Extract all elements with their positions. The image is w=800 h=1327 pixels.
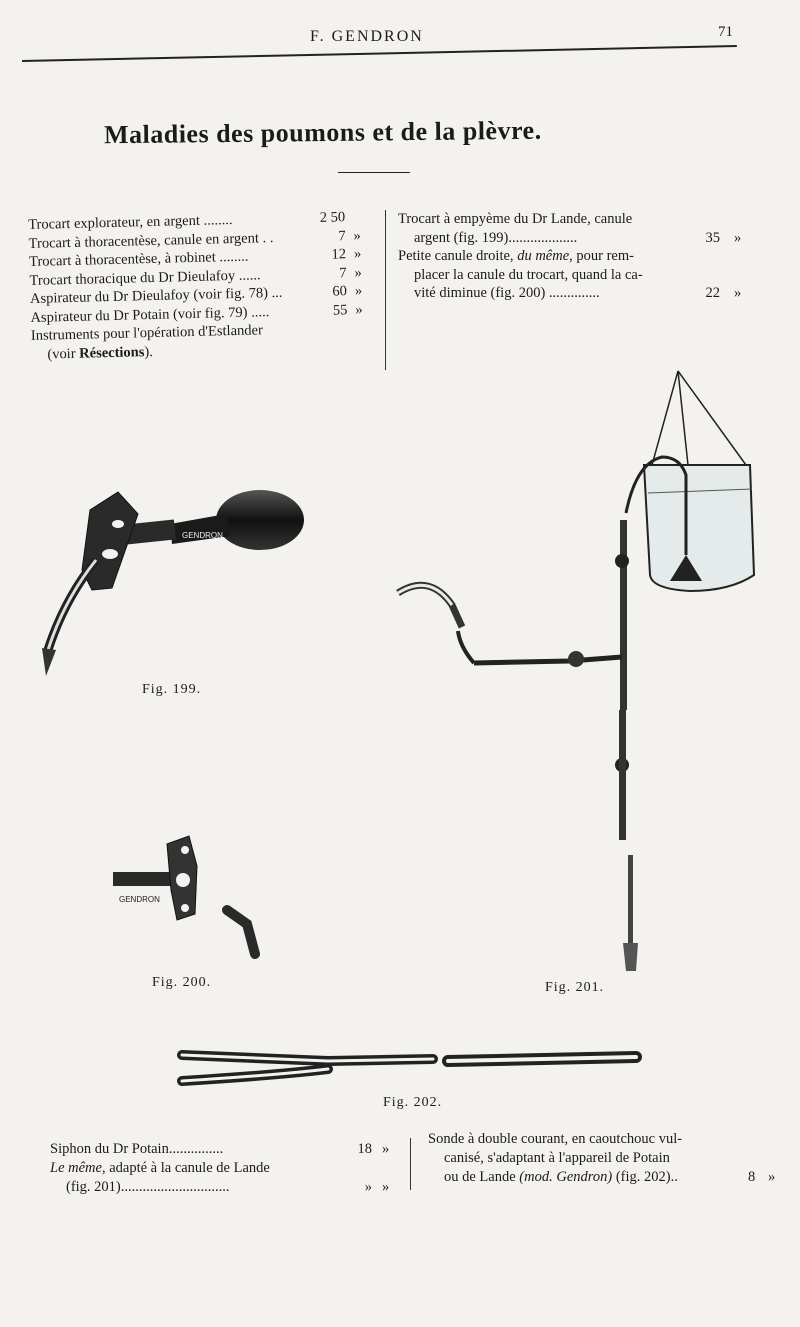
item-unit: » xyxy=(734,229,742,246)
item-name: Trocart thoracique du Dr Dieulafoy xyxy=(29,267,236,289)
item-price: 18 xyxy=(357,1141,372,1157)
fig-202-label: Fig. 202. xyxy=(383,1095,443,1110)
resections-ref: Résections xyxy=(78,343,145,362)
item-unit: » xyxy=(354,264,362,281)
fig-199-trocart-illustration xyxy=(30,480,320,680)
item-unit: » xyxy=(768,1169,776,1185)
estlander-note: Instruments pour l'opération d'Estlander xyxy=(30,322,263,344)
price-row: Petite canule droite, du même, pour rem- xyxy=(398,248,634,264)
page-number: 71 xyxy=(718,24,733,40)
price-row-cont: argent (fig. 199)................... 35 » xyxy=(414,229,742,246)
section-title: Maladies des poumons et de la plèvre. xyxy=(103,115,542,150)
fig-202-sonde-illustration xyxy=(178,1045,648,1095)
column-divider xyxy=(410,1138,411,1190)
estlander-note-ref: (voir Résections). xyxy=(47,343,154,363)
item-price: 60 xyxy=(332,283,348,300)
item-price: 35 xyxy=(705,229,720,246)
price-row xyxy=(50,1140,400,1159)
item-unit: » xyxy=(382,1179,390,1195)
item-unit: » xyxy=(734,285,742,301)
leader-dots: .............................. xyxy=(120,1179,230,1195)
fig-201-siphon-illustration xyxy=(390,365,770,980)
bottom-left-price-list xyxy=(50,1140,400,1197)
item-unit: » xyxy=(353,227,362,244)
fig-201-label: Fig. 201. xyxy=(545,980,605,995)
leader-dots: ... xyxy=(271,284,283,302)
item-name: Trocart à thoracentèse, à robinet xyxy=(28,249,216,270)
item-unit: » xyxy=(382,1141,390,1157)
item-price: 22 xyxy=(705,285,720,301)
item-price: 7 xyxy=(339,264,347,281)
bottom-right-price-list: Sonde à double courant, en caoutchouc vul- canisé, s'adaptant à l'appareil de Potain ou de Lande (mod. Gendron) (fig. 202).. 8 » xyxy=(428,1131,776,1185)
item-price: 8 xyxy=(748,1169,756,1185)
fig-200-label: Fig. 200. xyxy=(152,975,212,990)
leader-dots: ..... xyxy=(250,303,270,321)
item-unit: » xyxy=(354,282,363,300)
item-name: Aspirateur du Dr Dieulafoy (voir fig. 78) xyxy=(29,285,269,307)
leader-dots: ............... xyxy=(168,1141,224,1157)
fig-200-canule-illustration xyxy=(105,830,275,965)
leader-dots: .............. xyxy=(545,285,600,301)
fig-200-brand: GENDRON xyxy=(119,895,160,904)
price-row-cont: vité diminue (fig. 200) .............. 22 » xyxy=(414,285,742,301)
leader-dots: ........ xyxy=(219,248,249,266)
title-rule xyxy=(338,172,410,173)
item-price: » xyxy=(364,1179,372,1195)
column-divider xyxy=(385,210,386,370)
leader-dots: ...... xyxy=(238,266,261,284)
fig-199-brand: GENDRON xyxy=(182,531,223,540)
item-price: 12 xyxy=(331,246,347,263)
item-name: Trocart explorateur, en argent xyxy=(28,212,201,233)
item-name: Aspirateur du Dr Potain (voir fig. 79) xyxy=(30,304,248,326)
item-price: 55 xyxy=(332,301,348,319)
item-name: Trocart à thoracentèse, canule en argent xyxy=(28,229,260,252)
leader-dots: . . xyxy=(262,229,274,246)
price-row-cont: (fig. 201).............................. » » xyxy=(66,1179,390,1195)
price-row: Le même, adapté à la canule de Lande xyxy=(50,1160,270,1176)
leader-dots: .. xyxy=(670,1169,678,1185)
item-name: Siphon du Dr Potain xyxy=(50,1141,169,1157)
price-row-cont: placer la canule du trocart, quand la ca- xyxy=(414,266,643,283)
right-price-list xyxy=(398,210,748,303)
item-unit: » xyxy=(353,245,362,263)
left-price-list xyxy=(28,208,377,364)
price-row: Trocart à empyème du Dr Lande, canule xyxy=(398,211,633,227)
item-price: 7 xyxy=(338,227,346,244)
item-unit: » xyxy=(355,301,363,318)
leader-dots: ........ xyxy=(203,212,233,229)
leader-dots: ................... xyxy=(508,229,578,246)
header-rule xyxy=(22,45,737,62)
item-price: 2 50 xyxy=(319,209,346,226)
running-head: F. GENDRON xyxy=(310,28,424,45)
fig-199-label: Fig. 199. xyxy=(142,682,202,697)
